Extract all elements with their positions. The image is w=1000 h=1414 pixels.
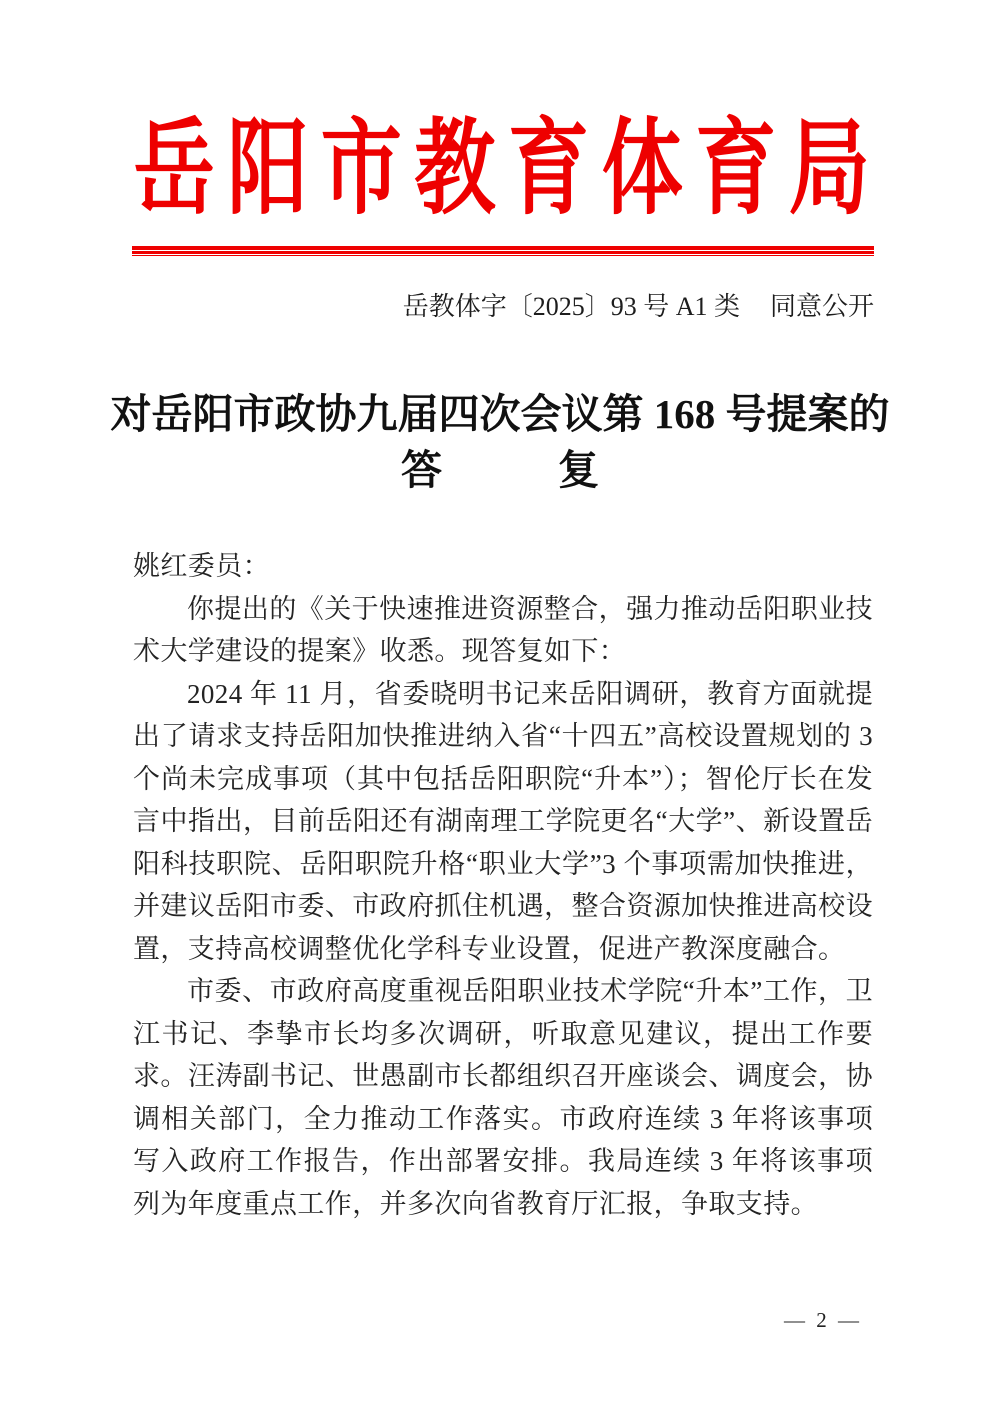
paragraph-2: 2024 年 11 月，省委晓明书记来岳阳调研，教育方面就提出了请求支持岳阳加快推进纳入省“十四五”高校设置规划的 3 个尚未完成事项（其中包括岳阳职院“升本”）；智伦厅长在发言中指出，目前岳阳还有湖南理工学院更名“大学”、新设置岳阳科技职院、岳阳职院升格“职业大学”3 个事项需加快推进，并建议岳阳市委、市政府抓住机遇，整合资源加快推进高校设置，支持高校调整优化学科专业设置，促进产教深度融合。	[133, 678, 873, 964]
letterhead-divider	[132, 246, 874, 256]
doc-title-line2	[0, 448, 1000, 492]
letter-body	[133, 545, 873, 1225]
doc-title-line1: 对岳阳市政协九届四次会议第 168 号提案的	[110, 391, 890, 437]
salutation: 姚红委员：	[133, 551, 270, 581]
agency-name: 岳阳市教育体育局	[133, 112, 883, 227]
doc-title-char-da: 答	[401, 447, 442, 493]
doc-title	[0, 392, 1000, 492]
page-number: — 2 —	[784, 1308, 862, 1332]
doc-meta-line	[403, 290, 874, 324]
publicity-note: 同意公开	[769, 292, 874, 321]
doc-title-char-fu: 复	[558, 447, 599, 493]
agency-name-row	[0, 112, 1000, 228]
paragraph-3: 市委、市政府高度重视岳阳职业技术学院“升本”工作，卫江书记、李挚市长均多次调研，听取意见建议，提出工作要求。汪涛副书记、世愚副市长都组织召开座谈会、调度会，协调相关部门，全力推动工作落实。市政府连续 3 年将该事项写入政府工作报告，作出部署安排。我局连续 3 年将该事项列为年度重点工作，并多次向省教育厅汇报，争取支持。	[133, 976, 873, 1219]
doc-number: 岳教体字〔2025〕93 号 A1 类	[402, 292, 740, 321]
paragraph-1: 你提出的《关于快速推进资源整合，强力推动岳阳职业技术大学建设的提案》收悉。现答复如下：	[133, 593, 873, 666]
